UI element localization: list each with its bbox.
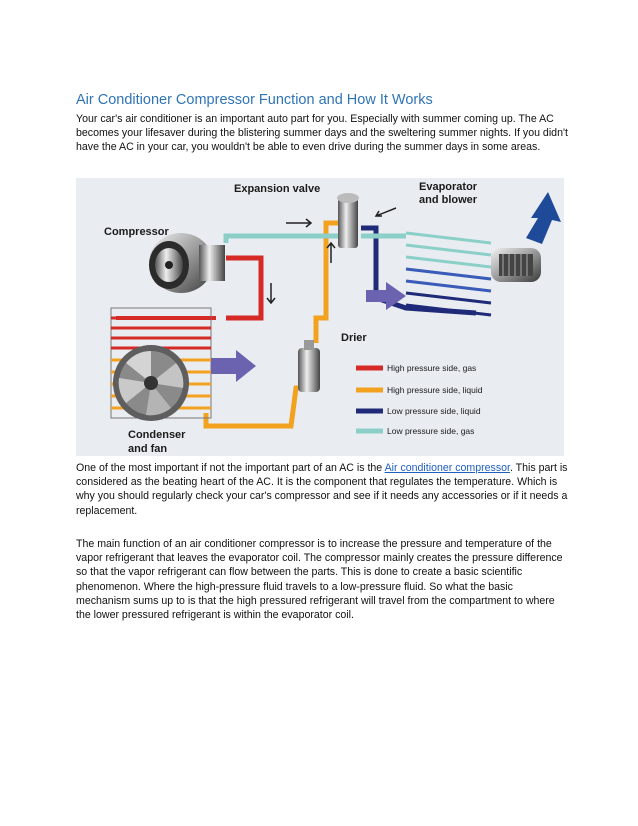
compressor-function-paragraph: The main function of an air conditioner compressor is to increase the pressure and temperature of the vapor refrigerant that leaves the evaporator coil. The compressor mainly creates the pressure difference so that the vapor refrigerant can flow between the parts. This is done to create a basic scientific phenomenon. Where the high-pressure fluid travels to a low-pressure fluid. So what the basic mechanism sums up to is that the high pressured refrigerant will travel from the compartment to where the lower pressured refrigerant is within the evaporator coil. [76,538,563,622]
airflow-arrow-blower [526,192,561,244]
compressor-importance-paragraph [76,461,568,518]
legend-label-2: Low pressure side, liquid [387,406,481,416]
label-condenser-1: Condenser [128,429,186,441]
pipe-low-pressure-gas [226,236,406,243]
label-evaporator-1: Evaporator [419,181,478,193]
condenser-fan [113,345,189,421]
page-title: Air Conditioner Compressor Function and How It Works [76,92,433,108]
legend-label-1: High pressure side, liquid [387,385,483,395]
para2-text-start: One of the most important if not the important part of an AC is the [76,462,385,474]
label-expansion-valve: Expansion valve [234,183,321,195]
pipe-high-pressure-liquid [206,223,338,426]
legend [356,363,483,436]
pipe-high-pressure-gas [226,258,261,318]
evaporator [406,233,491,315]
label-compressor: Compressor [104,226,169,238]
label-condenser-2: and fan [128,443,168,455]
airflow-arrow-condenser [211,350,256,382]
ac-system-diagram [76,178,564,456]
intro-paragraph: Your car's air conditioner is an important auto part for you. Especially with summer coming up. The AC becomes your lifesaver during the blistering summer days and the sweltering summer nights. If you didn't have the AC in your car, you wouldn't be able to even drive during the summer days in some areas. [76,113,568,154]
air-conditioner-compressor-link[interactable]: Air conditioner compressor [384,462,510,474]
compressor [149,233,225,293]
label-drier: Drier [341,332,367,344]
blower [491,248,541,282]
drier [298,340,320,392]
expansion-valve [337,193,359,248]
label-evaporator-2: and blower [419,194,478,206]
legend-label-0: High pressure side, gas [387,363,477,373]
para2-text-end: . This part is considered as the beating heart of the AC. It is the component that regulates the temperature. Which is why you should regularly check your car's compressor and see if it needs any accessories or if it needs a replacement. [76,462,568,517]
legend-label-3: Low pressure side, gas [387,426,475,436]
